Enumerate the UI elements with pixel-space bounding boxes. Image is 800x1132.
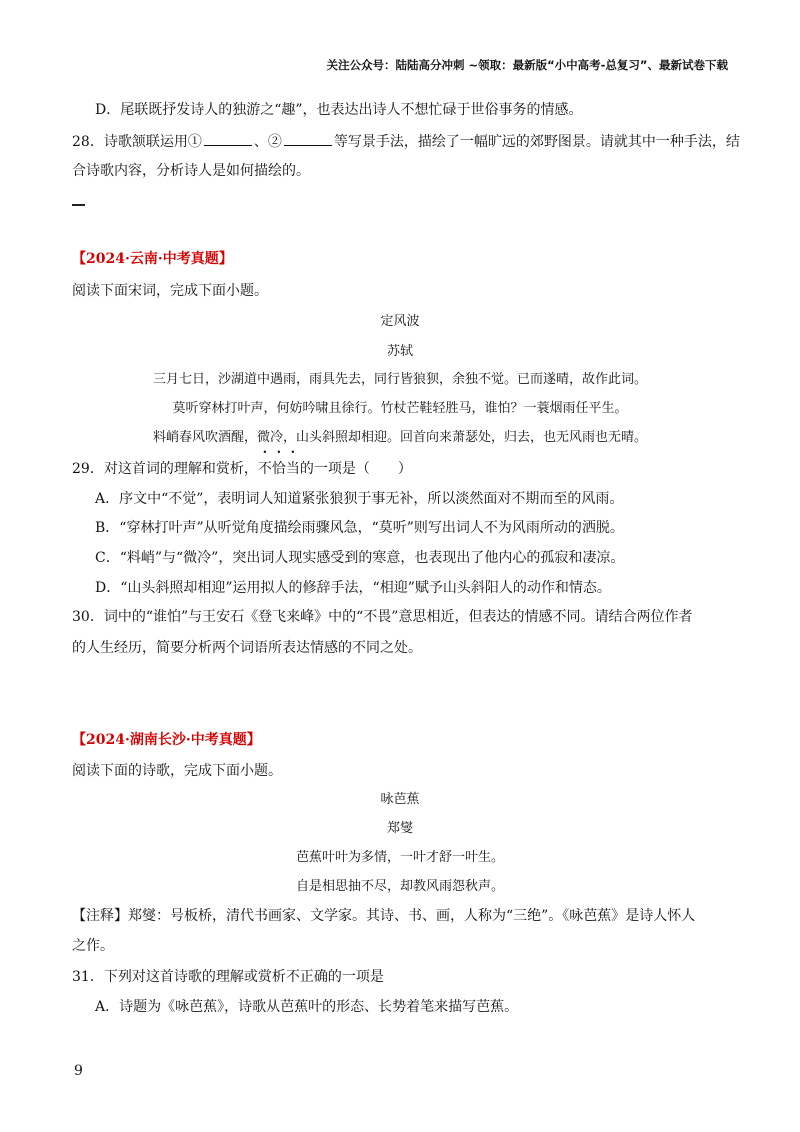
q28-blank-2[interactable]: [284, 131, 332, 146]
poem1-line-1: 莫听穿林打叶声，何妨吟啸且徐行。竹杖芒鞋轻胜马，谁怕？一蓑烟雨任平生。: [172, 401, 628, 416]
question-29: [72, 459, 412, 479]
q31-option-a[interactable]: A．诗题为《咏芭蕉》，诗歌从芭蕉叶的形态、长势着笔来描写芭蕉。: [95, 999, 519, 1015]
section1-intro: 阅读下面宋词，完成下面小题。: [72, 283, 268, 299]
poem2-line-2: 自是相思抽不尽，却教风雨怨秋声。: [295, 879, 504, 894]
q29-option-a[interactable]: A．序文中“不觉”，表明词人知道紧张狼狈于事无补，所以淡然面对不期而至的风雨。: [95, 491, 624, 507]
question-28: [72, 131, 740, 152]
q28-blank-1[interactable]: [204, 131, 252, 146]
q29-text-post: 的一项是（ ）: [299, 461, 412, 477]
question-30-line-2: 的人生经历，简要分析两个词语所表达情感的不同之处。: [72, 640, 422, 656]
poem1-preface: 三月七日，沙湖道中遇雨，雨具先去，同行皆狼狈，余独不觉。已而遂晴，故作此词。: [152, 372, 647, 387]
q27-option-d: D．尾联既抒发诗人的独游之“趣”，也表达出诗人不想忙碌于世俗事务的情感。: [95, 102, 583, 118]
poem2-author: 郑燮: [386, 821, 413, 836]
poem2-line-1: 芭蕉叶叶为多情，一叶才舒一叶生。: [295, 850, 504, 865]
q29-option-b[interactable]: B．“穿林打叶声”从听觉角度描绘雨骤风急，“莫听”则写出词人不为风雨所动的洒脱。: [95, 520, 624, 536]
question-31: 31．下列对这首诗歌的理解或赏析不正确的一项是: [72, 969, 384, 985]
poem1-title: 定风波: [380, 314, 420, 329]
section-tag-changsha: 【2024·湖南长沙·中考真题】: [72, 732, 261, 748]
q29-dotted-char: 不: [257, 461, 272, 477]
page-header: 关注公众号：陆陆高分冲刺 ~领取：最新版“小中高考-总复习”、最新试卷下载: [326, 58, 728, 72]
q29-dotted-char: 当: [285, 461, 300, 477]
poem2-title: 咏芭蕉: [380, 792, 420, 807]
answer-dash: [72, 204, 85, 206]
section-tag-yunnan: 【2024·云南·中考真题】: [72, 251, 233, 267]
page-number: 9: [74, 1063, 83, 1079]
q29-option-c[interactable]: C．“料峭”与“微冷”，突出词人现实感受到的寒意，也表现出了他内心的孤寂和凄凉。: [95, 550, 625, 566]
q29-option-d[interactable]: D．“山头斜照却相迎”运用拟人的修辞手法，“相迎”赋予山头斜阳人的动作和情态。: [95, 580, 611, 596]
note-line-1: 【注释】郑燮：号板桥，清代书画家、文学家。其诗、书、画，人称为“三绝”。《咏芭蕉》是诗人怀人: [72, 908, 696, 924]
section2-intro: 阅读下面的诗歌，完成下面小题。: [72, 763, 282, 779]
poem1-author: 苏轼: [386, 344, 413, 359]
q28-line-2: 合诗歌内容，分析诗人是如何描绘的。: [72, 163, 310, 179]
note-line-2: 之作。: [72, 938, 114, 954]
q28-text-2: 、②: [253, 134, 282, 150]
q28-text-3: 等写景手法，描绘了一幅旷远的郊野图景。请就其中一种手法，结: [333, 134, 740, 150]
q29-dotted-char: 恰: [271, 461, 286, 477]
q28-text-1: 28．诗歌颔联运用①: [72, 134, 202, 150]
question-30-line-1: 30．词中的“谁怕”与王安石《登飞来峰》中的“不畏”意思相近，但表达的情感不同。请结合两位作者: [72, 609, 693, 625]
poem1-line-2: 料峭春风吹酒醒，微冷，山头斜照却相迎。回首向来萧瑟处，归去，也无风雨也无晴。: [152, 430, 647, 445]
q29-text-pre: 29．对这首词的理解和赏析，: [72, 461, 258, 477]
